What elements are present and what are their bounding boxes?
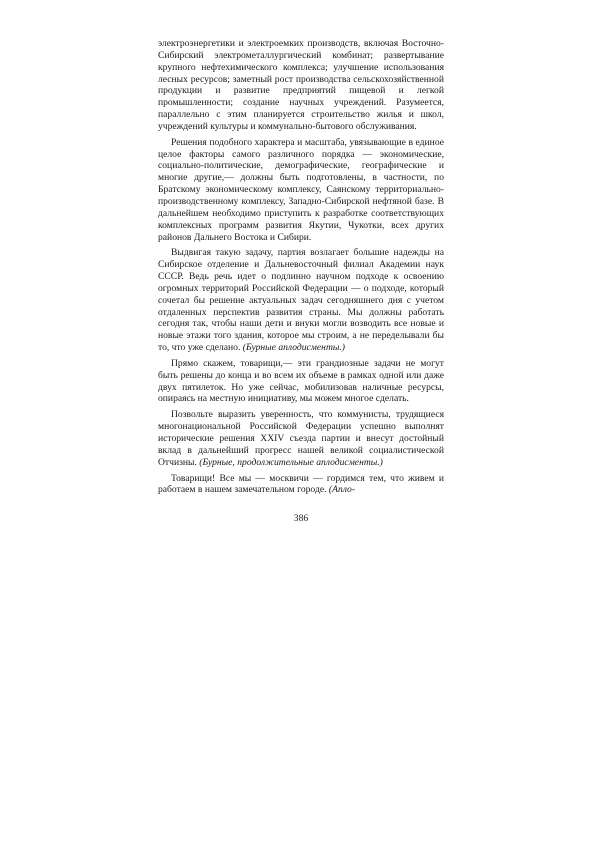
paragraph-1 [158,38,444,133]
paragraph-3-text: Выдвигая такую задачу, партия возлагает большие надежды на Сибирское отделение и Дальневосточный филиал Академии наук СССР. Ведь речь идет о подлинно научном подходе к освоению огромных территорий Российской Федерации — о подходе, который сочетал бы решение актуальных задач сегодняшнего дня с учетом отдаленных перспектив развития страны. Мы должны работать сегодня так, чтобы наши дети и внуки могли возводить все новые и новые этажи того здания, которое мы строим, а не переделывали бы то, что уже сделано. [158,247,444,354]
paragraph-5-text: Позвольте выразить уверенность, что коммунисты, трудящиеся многонациональной Российской Федерации успешно выполнят исторические решения XXIV съезда партии и внесут достойный вклад в дальнейший прогресс нашей великой социалистической Отчизны. [158,409,444,468]
paragraph-5-applause-note: (Бурные, продолжительные аплодисменты.) [199,456,383,468]
paragraph-4 [158,358,444,405]
paragraph-3-applause-note: (Бурные аплодисменты.) [242,342,345,354]
paragraph-4-text: Прямо скажем, товарищи,— эти грандиозные задачи не могут быть решены до конца и во всем их объеме в рамках одной или даже двух пятилеток. Но уже сейчас, мобилизовав наличные ресурсы, опираясь на местную инициативу, мы можем многое сделать. [158,357,444,405]
body-text [158,38,444,496]
paragraph-6-applause-note: (Апло- [328,484,356,496]
paragraph-6 [158,473,444,497]
paragraph-1-text: электроэнергетики и электроемких производств, включая Восточно-Сибирский электрометаллургический комбинат; развертывание крупного нефтехимического комплекса; улучшение использования лесных ресурсов; заметный рост производства сельскохозяйственной продукции и развитие предприятий пищевой и легкой промышленности; создание научных учреждений. Разумеется, параллельно с этим планируется строительство жилья и школ, учреждений культуры и коммунально-бытового обслуживания. [158,38,444,132]
paragraph-2-text: Решения подобного характера и масштаба, увязывающие в единое целое факторы самого различного порядка — экономические, социально-политические, демографические, географические и многие другие,— должны быть подготовлены, в частности, по Братскому экономическому комплексу, Саянскому территориально-производственному комплексу, Западно-Сибирской нефтяной базе. В дальнейшем необходимо приступить к разработке соответствующих комплексных программ развития Якутии, Чукотки, всех других районов Дальнего Востока и Сибири. [158,136,444,243]
paragraph-5 [158,409,444,468]
paragraph-6-text: Товарищи! Все мы — москвичи — гордимся тем, что живем и работаем в нашем замечательном городе. [158,472,444,496]
page-number: 386 [293,513,309,524]
paragraph-2 [158,137,444,244]
paragraph-3 [158,247,444,354]
